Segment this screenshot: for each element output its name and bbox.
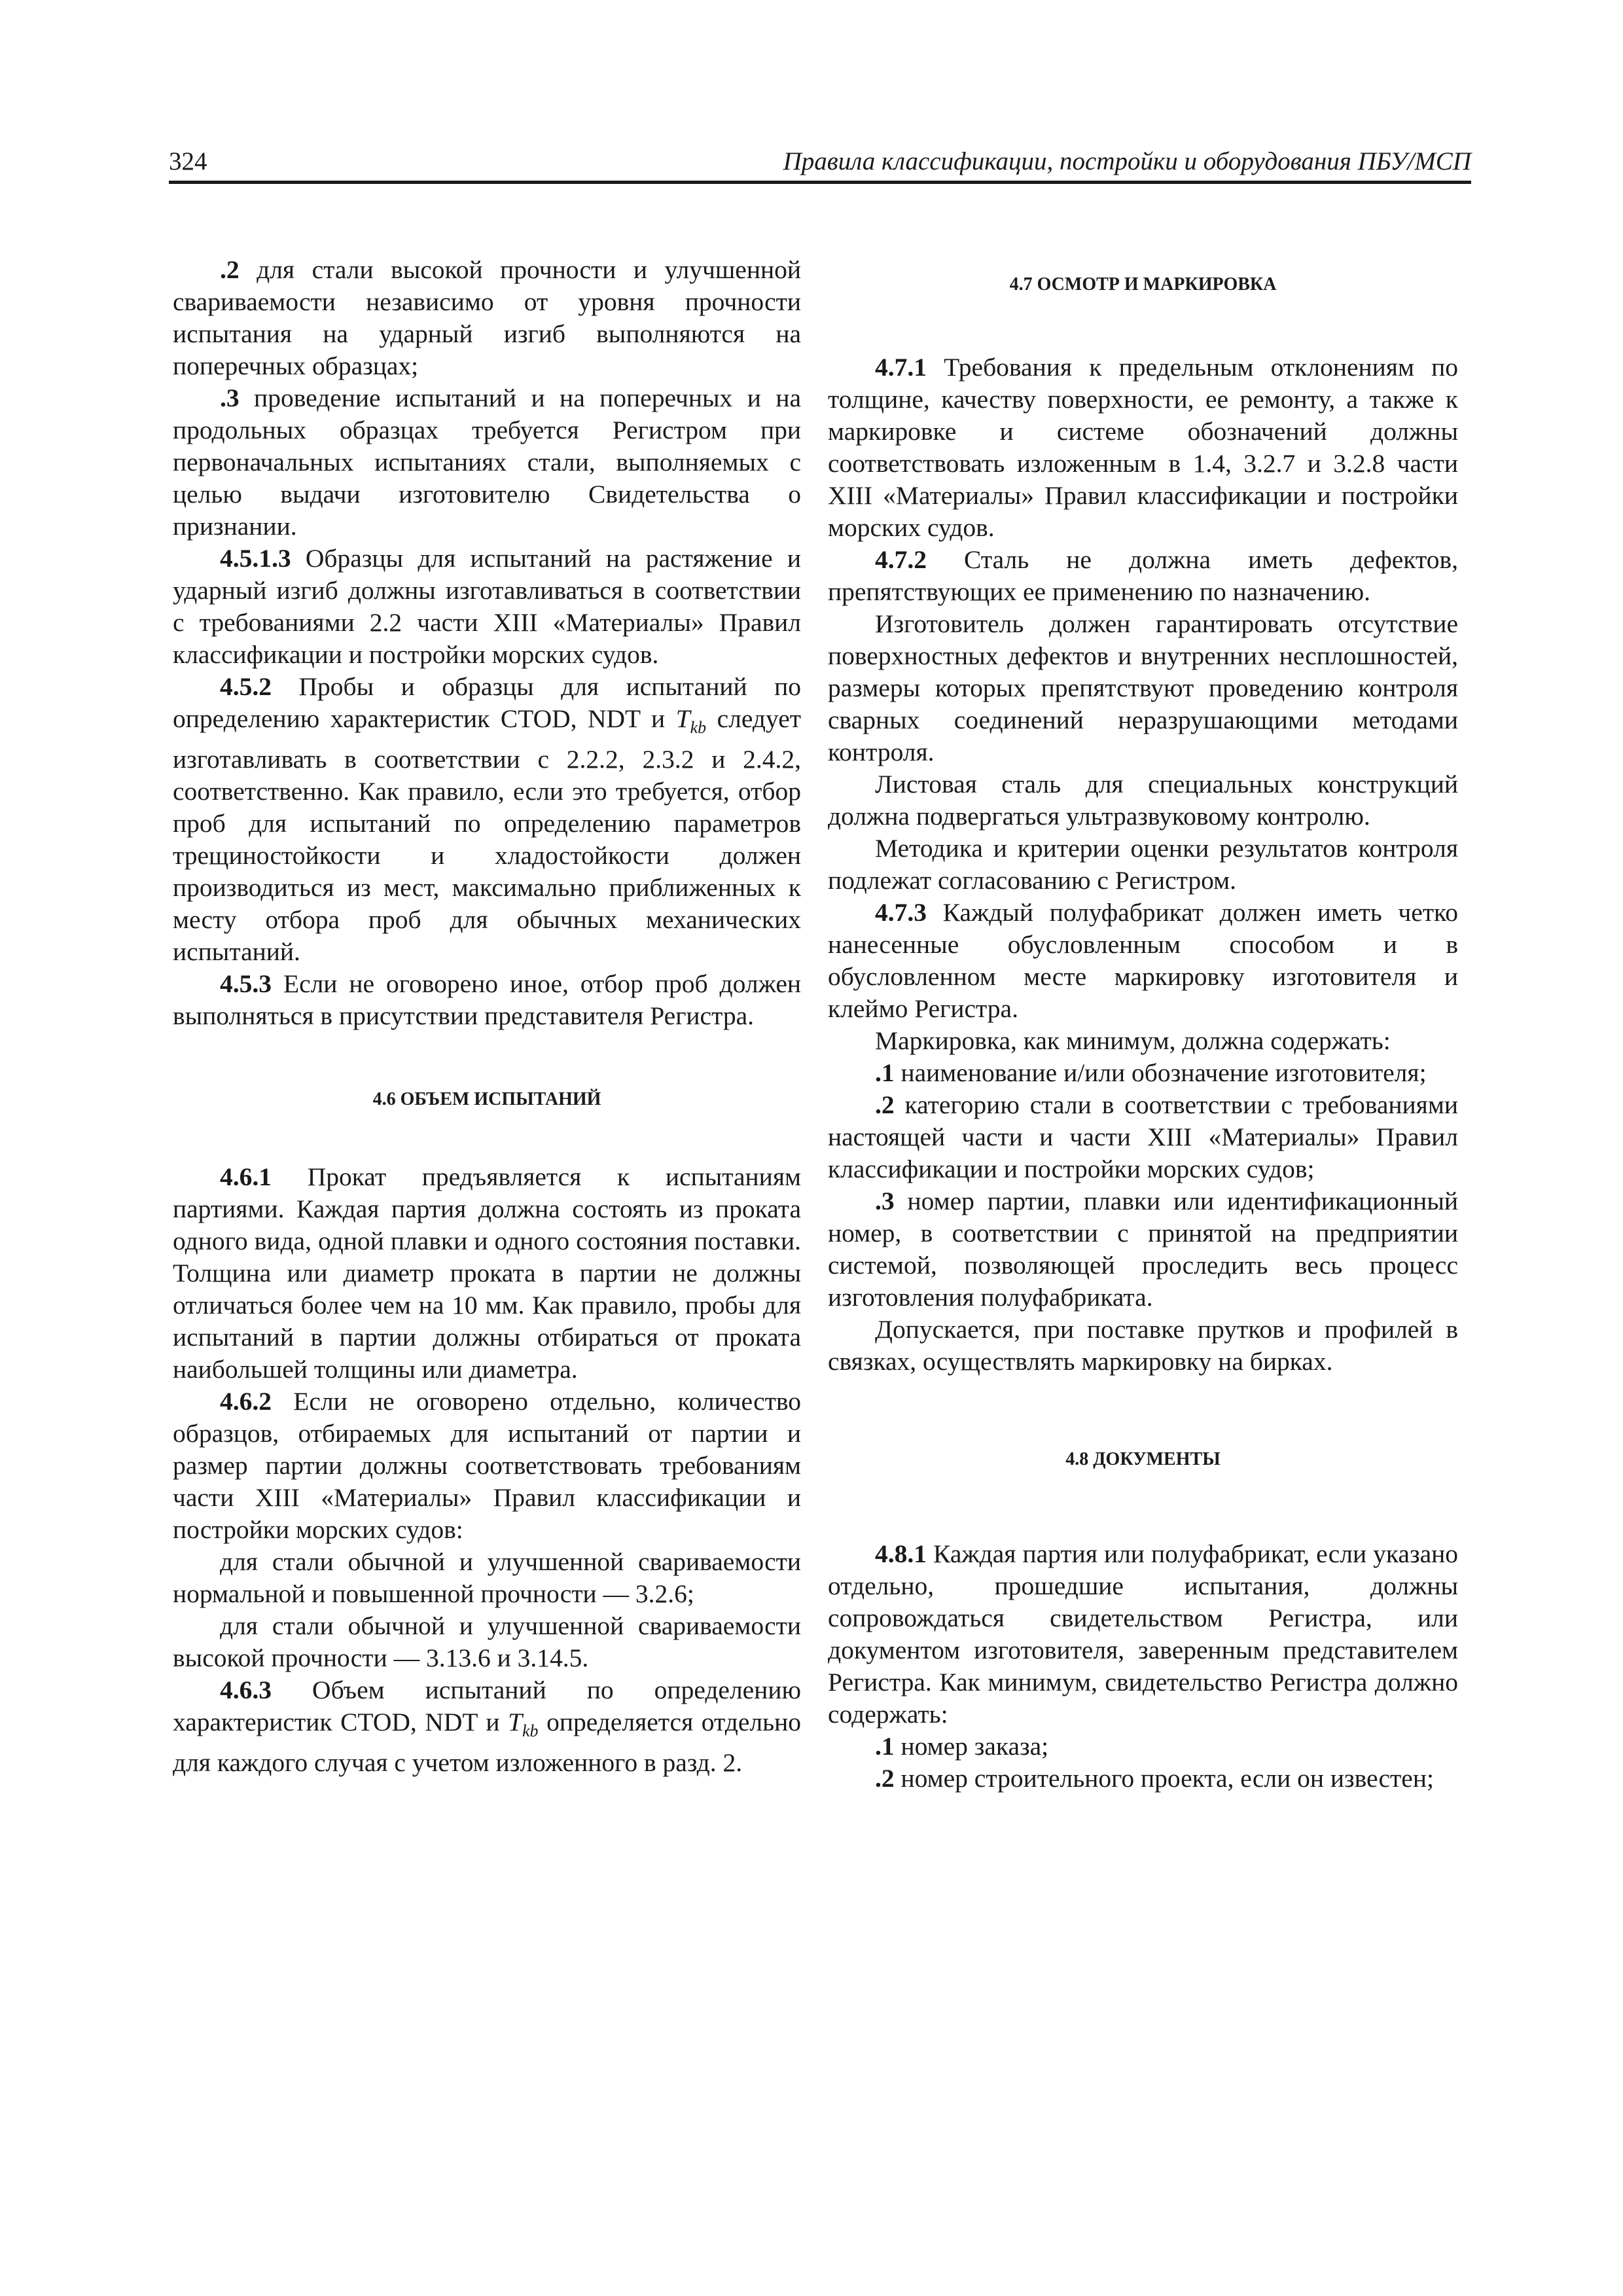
symbol-subscript: kb: [690, 717, 707, 737]
paragraph: [828, 1763, 1458, 1795]
paragraph-text: проведение испытаний и на поперечных и на продольных образцах требуется Регистром при первоначальных испытаниях стали, выполняемых с целью выдачи изготовителю Свидетельства о признании.: [173, 384, 801, 541]
paragraph-text: Объем испытаний по определению характеристик CTOD, NDT и: [173, 1675, 801, 1736]
paragraph-text: следует изготавливать в соответствии с 2.2.2, 2.3.2 и 2.4.2, соответственно. Как правило, если это требуется, отбор проб для испытаний по определению параметров трещиностойкости и хладостойкости должен производиться из мест, максимально приближенных к месту отбора проб для обычных механических испытаний.: [173, 704, 801, 966]
item-number: .3: [220, 384, 240, 412]
section-title: 4.6 ОБЪЕМ ИСПЫТАНИЙ: [372, 1088, 601, 1109]
paragraph: [828, 544, 1458, 608]
clause-number: 4.6.2: [220, 1386, 272, 1416]
paragraph: [828, 1185, 1458, 1314]
paragraph-text: Каждый полуфабрикат должен иметь четко нанесенные обусловленным способом и в обусловленном месте маркировку изготовителя и клеймо Регистра.: [828, 898, 1458, 1023]
clause-number: 4.7.3: [875, 898, 927, 927]
paragraph: для стали обычной и улучшенной свариваемости нормальной и повышенной прочности — 3.2.6;: [173, 1547, 801, 1608]
clause-number: 4.7.2: [875, 545, 927, 574]
paragraph: [173, 671, 801, 968]
clause-number: 4.5.3: [220, 969, 272, 998]
paragraph-text: определяется отдельно для каждого случая с учетом изложенного в разд. 2.: [173, 1707, 802, 1777]
left-column: [173, 254, 801, 1779]
section-title: 4.8 ДОКУМЕНТЫ: [1065, 1449, 1221, 1469]
paragraph: Листовая сталь для специальных конструкций должна подвергаться ультразвуковому контролю.: [828, 770, 1458, 831]
paragraph-text: категорию стали в соответствии с требованиями настоящей части и части XIII «Материалы» Правил классификации и постройки морских судов;: [828, 1090, 1458, 1183]
paragraph: [173, 254, 801, 382]
paragraph-text: номер строительного проекта, если он известен;: [894, 1764, 1434, 1793]
item-number: .2: [875, 1090, 895, 1119]
item-number: .3: [875, 1187, 895, 1215]
clause-number: 4.7.1: [875, 353, 927, 382]
paragraph: для стали обычной и улучшенной свариваемости высокой прочности — 3.13.6 и 3.14.5.: [173, 1611, 801, 1672]
page-number: 324: [169, 147, 207, 175]
paragraph: [828, 1731, 1458, 1763]
item-number: .2: [875, 1764, 895, 1793]
paragraph: Методика и критерии оценки результатов контроля подлежат согласованию с Регистром.: [828, 834, 1458, 895]
clause-number: 4.6.1: [220, 1162, 272, 1191]
clause-number: 4.8.1: [875, 1539, 927, 1568]
tkb-symbol: [508, 1707, 539, 1740]
paragraph: Допускается, при поставке прутков и профилей в связках, осуществлять маркировку на бирках.: [828, 1315, 1458, 1376]
paragraph: [173, 1161, 801, 1386]
item-number: .1: [875, 1732, 895, 1761]
paragraph-text: номер заказа;: [894, 1732, 1049, 1761]
paragraph: [828, 897, 1458, 1025]
clause-number: 4.6.3: [220, 1675, 272, 1704]
paragraph-text: Если не оговорено отдельно, количество образцов, отбираемых для испытаний от партии и размер партии должны соответствовать требованиям части XIII «Материалы» Правил классификации и постройки морских судов:: [173, 1386, 801, 1544]
paragraph: [173, 1386, 801, 1546]
running-title: Правила классификации, постройки и оборудования ПБУ/МСП: [783, 147, 1471, 175]
paragraph-text: Требования к предельным отклонениям по толщине, качеству поверхности, ее ремонту, а также к маркировке и системе обозначений должны соответствовать изложенным в 1.4, 3.2.7 и 3.2.8 части XIII «Материалы» Правил классификации и постройки морских судов.: [828, 353, 1458, 542]
clause-number: 4.5.1.3: [220, 544, 291, 573]
item-number: .2: [220, 255, 240, 284]
clause-number: 4.5.2: [220, 672, 272, 701]
paragraph: [828, 1057, 1458, 1089]
paragraph-text: для стали высокой прочности и улучшенной свариваемости независимо от уровня прочности испытания на ударный изгиб выполняются на поперечных образцах;: [173, 255, 801, 380]
paragraph-text: номер партии, плавки или идентификационный номер, в соответствии с принятой на предприятии системой, позволяющей проследить весь процесс изготовления полуфабриката.: [828, 1187, 1458, 1312]
page-header: [169, 145, 1471, 184]
paragraph: Изготовитель должен гарантировать отсутствие поверхностных дефектов и внутренних несплошностей, размеры которых препятствуют проведению контроля сварных соединений неразрушающими методами контроля.: [828, 609, 1458, 766]
item-number: .1: [875, 1058, 895, 1087]
paragraph: [828, 351, 1458, 544]
paragraph: [173, 382, 801, 543]
paragraph-text: Сталь не должна иметь дефектов, препятствующих ее применению по назначению.: [828, 545, 1458, 606]
paragraph: [173, 543, 801, 671]
paragraph: [828, 1538, 1458, 1731]
symbol-t: T: [508, 1707, 522, 1736]
paragraph-text: Образцы для испытаний на растяжение и ударный изгиб должны изготавливаться в соответствии с требованиями 2.2 части XIII «Материалы» Правил классификации и постройки морских судов.: [173, 544, 801, 669]
paragraph: Маркировка, как минимум, должна содержать:: [875, 1026, 1391, 1055]
section-title: 4.7 ОСМОТР И МАРКИРОВКА: [1009, 274, 1277, 295]
symbol-t: T: [675, 704, 690, 733]
paragraph-text: Прокат предъявляется к испытаниям партиями. Каждая партия должна состоять из проката одного вида, одной плавки и одного состояния поставки. Толщина или диаметр проката в партии не должны отличаться более чем на 10 мм. Как правило, пробы для испытаний в партии должны отбираться от проката наибольшей толщины или диаметра.: [173, 1162, 801, 1384]
paragraph-text: Если не оговорено иное, отбор проб должен выполняться в присутствии представителя Регистра.: [173, 969, 801, 1030]
tkb-symbol: [675, 704, 707, 737]
symbol-subscript: kb: [522, 1721, 539, 1740]
right-column: [828, 254, 1458, 1795]
paragraph-text: Каждая партия или полуфабрикат, если указано отдельно, прошедшие испытания, должны сопровождаться свидетельством Регистра, или документом изготовителя, заверенным представителем Регистра. Как минимум, свидетельство Регистра должно содержать:: [828, 1539, 1458, 1729]
paragraph: [173, 968, 801, 1032]
paragraph-text: Пробы и образцы для испытаний по определению характеристик CTOD, NDT и: [173, 672, 801, 733]
paragraph-text: наименование и/или обозначение изготовителя;: [894, 1058, 1427, 1087]
paragraph: [828, 1089, 1458, 1185]
paragraph: [173, 1674, 801, 1779]
